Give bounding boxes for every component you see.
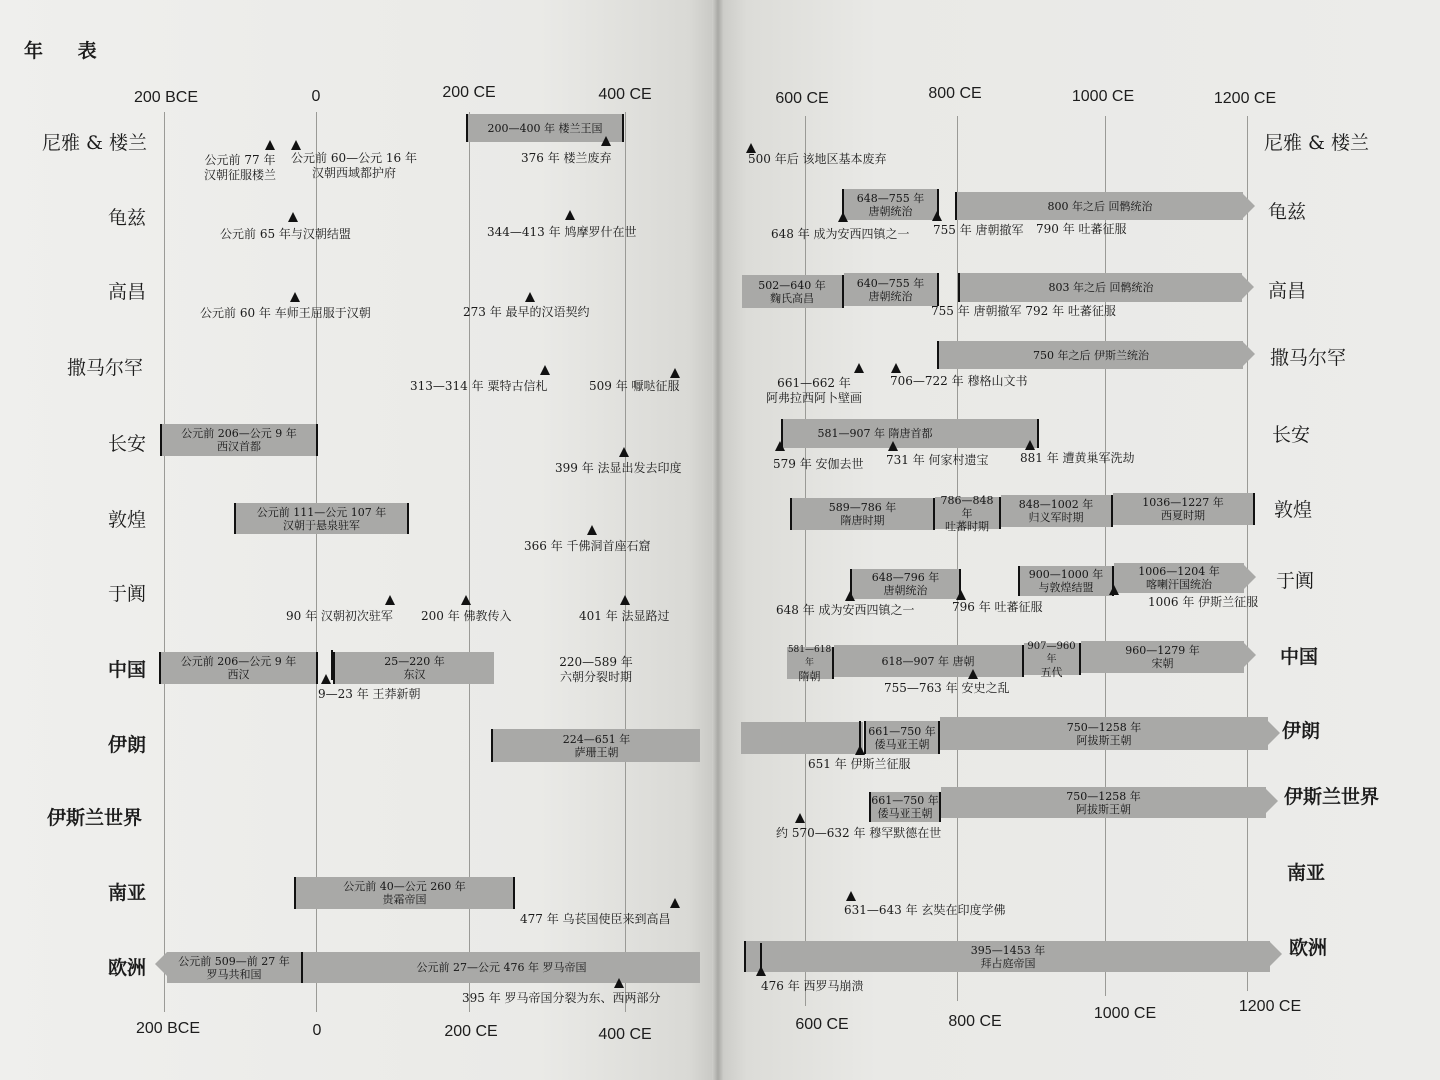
event-label: 399 年 法显出发去印度 <box>555 461 682 475</box>
event-marker <box>290 292 300 302</box>
bar-label: 750—1258 年 <box>1066 720 1142 734</box>
event-label: 579 年 安伽去世 <box>773 457 864 471</box>
bar-arrow-right <box>1268 721 1280 745</box>
bar-label: 唐朝统治 <box>868 204 913 218</box>
bar-label: 848—1002 年 <box>1018 498 1094 511</box>
event-marker <box>845 591 855 601</box>
event-marker <box>956 590 966 600</box>
axis-top-200bce: 200 BCE <box>133 89 199 106</box>
bar-label: 倭马亚王朝 <box>874 737 930 751</box>
axis-top-1200ce: 1200 CE <box>1213 90 1277 107</box>
event-label: 200 年 佛教传入 <box>421 609 512 623</box>
event-marker <box>1025 440 1035 450</box>
bar-label: 公元前 27—公元 476 年 罗马帝国 <box>416 961 587 974</box>
bar-roman-republic <box>167 952 303 983</box>
region-label-yutian-right: 于阗 <box>1276 570 1315 592</box>
event-marker <box>795 813 805 823</box>
bar-islamic-rule-samarkand <box>937 341 1243 369</box>
axis-top-0: 0 <box>311 88 321 105</box>
event-marker <box>670 898 680 908</box>
bar-label: 648—796 年 <box>871 571 940 584</box>
bar-label: 阿拔斯王朝 <box>1076 733 1132 747</box>
event-label: 公元前 65 年与汉朝结盟 <box>220 227 351 241</box>
event-label: 366 年 千佛洞首座石窟 <box>524 539 651 553</box>
bar-eastern-han <box>333 652 494 684</box>
bar-arrow-right <box>1266 789 1278 813</box>
bar-five-dynasties <box>1024 640 1081 679</box>
bar-label: 吐蕃时期 <box>945 519 989 533</box>
event-marker <box>670 368 680 378</box>
event-label: 395 年 罗马帝国分裂为东、西两部分 <box>462 991 661 1005</box>
bar-uyghur-rule-qiuci <box>955 192 1243 220</box>
region-label-islamic-world: 伊斯兰世界 <box>47 807 143 829</box>
event-marker <box>385 595 395 605</box>
event-label: 公元前 60 年 车师王屈服于汉朝 <box>200 306 371 320</box>
bar-label: 西汉 <box>227 668 250 681</box>
bar-label: 公元前 40—公元 260 年 <box>343 880 466 893</box>
axis-top-800ce: 800 CE <box>928 85 982 102</box>
bar-han-xuanquan-garrison <box>234 503 409 534</box>
axis-bottom-1200ce: 1200 CE <box>1238 998 1302 1015</box>
bar-uyghur-rule-gaochang <box>958 273 1242 302</box>
bar-label: 公元前 111—公元 107 年 <box>256 505 387 519</box>
event-marker <box>888 441 898 451</box>
region-label-niya-loulan-right: 尼雅 & 楼兰 <box>1264 132 1369 154</box>
bar-label: 公元前 206—公元 9 年 <box>180 655 297 668</box>
bar-arrow-right <box>1243 194 1255 218</box>
event-label: 公元前 77 年 汉朝征服楼兰 <box>203 153 277 182</box>
bar-sasanian-empire <box>491 729 700 762</box>
axis-top-600ce: 600 CE <box>775 90 829 107</box>
region-label-samarkand-right: 撒马尔罕 <box>1270 347 1347 369</box>
bar-dunhuang-alliance <box>1018 566 1114 596</box>
event-marker <box>846 891 856 901</box>
bar-label: 618—907 年 唐朝 <box>881 654 975 668</box>
bar-label: 25—220 年 <box>384 655 445 668</box>
bar-arrow-left <box>155 952 167 976</box>
bar-label: 西夏时期 <box>1161 509 1205 522</box>
axis-bottom-400ce: 400 CE <box>598 1026 652 1043</box>
event-marker <box>932 211 942 221</box>
event-marker <box>321 674 331 684</box>
bar-label: 五代 <box>1040 665 1063 679</box>
event-marker <box>265 140 275 150</box>
region-label-gaochang: 高昌 <box>108 281 147 303</box>
bar-label: 宋朝 <box>1151 657 1174 670</box>
event-label: 90 年 汉朝初次驻军 <box>286 609 393 623</box>
event-label: 790 年 吐蕃征服 <box>1036 222 1127 236</box>
event-label: 796 年 吐蕃征服 <box>952 600 1043 614</box>
bar-arrow-right <box>1244 565 1256 589</box>
bar-label: 倭马亚王朝 <box>877 807 933 820</box>
region-label-yutian: 于阗 <box>108 583 147 605</box>
bar-roman-empire <box>303 952 700 983</box>
bar-arrow-right <box>1270 942 1282 966</box>
region-label-islamic-world-right: 伊斯兰世界 <box>1284 786 1380 808</box>
bar-label: 581—907 年 隋唐首都 <box>817 427 933 440</box>
bar-tang-rule-yutian <box>850 569 961 599</box>
event-label: 9—23 年 王莽新朝 <box>318 687 421 701</box>
event-label: 731 年 何家村遗宝 <box>886 453 989 467</box>
bar-tang-rule-gaochang <box>844 273 939 306</box>
bar-label: 汉朝于悬泉驻军 <box>283 518 360 532</box>
axis-top-1000ce: 1000 CE <box>1071 88 1135 105</box>
region-label-gaochang-right: 高昌 <box>1268 280 1307 302</box>
axis-bottom-1000ce: 1000 CE <box>1093 1005 1157 1022</box>
axis-bottom-600ce: 600 CE <box>795 1016 849 1033</box>
event-marker <box>614 978 624 988</box>
event-label: 476 年 西罗马崩溃 <box>761 979 864 993</box>
bar-label: 贵霜帝国 <box>382 893 427 906</box>
bar-umayyad-iran <box>864 721 940 754</box>
page-title: 年 表 <box>24 40 111 62</box>
region-label-dunhuang: 敦煌 <box>108 509 147 531</box>
event-marker <box>1109 585 1119 595</box>
event-label: 881 年 遭黄巢军洗劫 <box>1020 451 1135 465</box>
event-marker <box>838 212 848 222</box>
event-label: 401 年 法显路过 <box>579 609 670 623</box>
event-label: 631—643 年 玄奘在印度学佛 <box>844 903 1006 917</box>
event-label: 273 年 最早的汉语契约 <box>463 305 590 319</box>
event-label: 376 年 楼兰废弃 <box>521 151 612 165</box>
bar-label: 与敦煌结盟 <box>1038 581 1094 594</box>
bar-label: 公元前 206—公元 9 年 <box>181 427 297 440</box>
bar-label: 395—1453 年 <box>970 943 1046 957</box>
bar-tang-dynasty <box>834 645 1024 677</box>
event-label: 755 年 唐朝撤军 792 年 吐蕃征服 <box>931 304 1116 318</box>
bar-label: 拜占庭帝国 <box>980 956 1036 970</box>
region-label-qiuci: 龟兹 <box>108 207 147 229</box>
event-label: 648 年 成为安西四镇之一 <box>776 603 915 617</box>
bar-western-han-capital <box>160 424 318 456</box>
event-label: 500 年后 该地区基本废弃 <box>748 152 887 166</box>
region-label-iran-right: 伊朗 <box>1282 720 1321 742</box>
event-marker <box>601 136 611 146</box>
event-label: 755—763 年 安史之乱 <box>884 681 1010 695</box>
bar-label: 502—640 年 <box>758 278 826 292</box>
bar-label: 960—1279 年 <box>1125 644 1200 657</box>
event-label: 313—314 年 粟特古信札 <box>410 379 548 393</box>
bar-western-han <box>159 652 318 684</box>
region-label-china: 中国 <box>108 659 147 681</box>
book-gutter <box>712 0 724 1080</box>
event-label: 约 570—632 年 穆罕默德在世 <box>776 826 942 840</box>
bar-label: 640—755 年 <box>856 276 925 290</box>
bar-sui-tang-capital <box>781 419 1039 448</box>
bar-label: 1036—1227 年 <box>1142 496 1224 509</box>
bar-karakhanid-rule <box>1114 563 1244 593</box>
bar-label: 648—755 年 <box>856 191 925 205</box>
event-label: 648 年 成为安西四镇之一 <box>771 227 910 241</box>
event-marker <box>288 212 298 222</box>
bar-label: 750 年之后 伊斯兰统治 <box>1033 348 1149 362</box>
bar-label: 归义军时期 <box>1028 511 1084 524</box>
bar-label: 661—750 年 <box>871 794 939 807</box>
bar-label: 900—1000 年 <box>1028 568 1104 581</box>
region-label-samarkand: 撒马尔罕 <box>67 357 144 379</box>
bar-label: 唐朝统治 <box>868 289 913 303</box>
bar-abbasid-islamic-world <box>941 787 1266 818</box>
region-label-dunhuang-right: 敦煌 <box>1274 499 1313 521</box>
bar-label: 803 年之后 回鹘统治 <box>1048 281 1154 294</box>
bar-label: 隋唐时期 <box>840 514 885 527</box>
event-marker <box>587 525 597 535</box>
bar-tibetan-period <box>935 493 1001 533</box>
event-marker <box>620 595 630 605</box>
region-label-changan-right: 长安 <box>1272 424 1311 446</box>
axis-bottom-200ce: 200 CE <box>444 1023 498 1040</box>
event-label: 706—722 年 穆格山文书 <box>890 374 1028 388</box>
bar-label: 阿拔斯王朝 <box>1076 802 1131 816</box>
region-label-qiuci-right: 龟兹 <box>1268 201 1307 223</box>
bar-label: 786—848 年 <box>940 493 994 520</box>
event-label: 1006 年 伊斯兰征服 <box>1148 595 1259 609</box>
event-marker <box>775 441 785 451</box>
bar-arrow-right <box>1244 643 1256 667</box>
region-label-china-right: 中国 <box>1280 646 1319 668</box>
region-label-changan: 长安 <box>108 433 147 455</box>
event-marker <box>855 745 865 755</box>
event-marker <box>540 365 550 375</box>
region-label-europe-right: 欧洲 <box>1289 937 1328 959</box>
bar-kushan-empire <box>294 877 515 909</box>
bar-label: 589—786 年 <box>828 501 897 514</box>
axis-bottom-200bce: 200 BCE <box>135 1020 201 1037</box>
gridline-1200ce <box>1247 116 1248 991</box>
bar-label: 隋朝 <box>798 669 821 683</box>
event-label: 755 年 唐朝撤军 <box>933 223 1024 237</box>
gridline-200bce <box>164 112 165 1012</box>
region-label-south-asia-right: 南亚 <box>1287 862 1326 884</box>
region-label-niya-loulan: 尼雅 & 楼兰 <box>42 132 147 154</box>
bar-byzantine-empire <box>744 941 1270 972</box>
event-label: 477 年 乌苌国使臣来到高昌 <box>520 912 671 926</box>
event-label: 344—413 年 鸠摩罗什在世 <box>487 225 637 239</box>
bar-label: 581—618 年 <box>787 644 832 668</box>
event-marker <box>619 447 629 457</box>
bar-western-xia-period <box>1113 493 1255 525</box>
axis-top-200ce: 200 CE <box>442 84 496 101</box>
bar-sui-dynasty <box>787 644 834 683</box>
axis-bottom-800ce: 800 CE <box>948 1013 1002 1030</box>
axis-top-400ce: 400 CE <box>598 86 652 103</box>
axis-bottom-0: 0 <box>312 1022 322 1039</box>
bar-label: 224—651 年 <box>562 732 631 746</box>
event-marker <box>525 292 535 302</box>
event-label: 220—589 年 六朝分裂时期 <box>559 655 633 684</box>
event-marker <box>968 669 978 679</box>
bar-label: 麴氏高昌 <box>770 291 814 305</box>
gridline-400ce <box>625 112 626 1012</box>
bar-label: 西汉首都 <box>217 440 261 453</box>
event-marker <box>891 363 901 373</box>
bar-sui-tang-period <box>790 498 935 530</box>
bar-sasanian-continuation <box>741 722 863 754</box>
bar-label: 1006—1204 年 <box>1138 565 1220 578</box>
bar-label: 东汉 <box>403 668 426 681</box>
event-marker <box>756 966 766 976</box>
event-marker <box>565 210 575 220</box>
gridline-600ce <box>805 116 806 1006</box>
event-label: 651 年 伊斯兰征服 <box>808 757 911 771</box>
bar-label: 907—960 年 <box>1027 640 1076 665</box>
region-label-iran: 伊朗 <box>108 734 147 756</box>
bar-umayyad-islamic-world <box>869 792 941 822</box>
bar-song-dynasty <box>1081 641 1244 673</box>
bar-label: 萨珊王朝 <box>574 745 619 759</box>
bar-label: 800 年之后 回鹘统治 <box>1047 199 1153 213</box>
bar-tang-rule-qiuci <box>842 189 939 220</box>
bar-label: 200—400 年 楼兰王国 <box>487 121 603 135</box>
bar-arrow-right <box>1243 342 1255 366</box>
event-marker <box>461 595 471 605</box>
bar-label: 喀喇汗国统治 <box>1146 578 1212 591</box>
bar-guiyijun-period <box>1001 495 1113 527</box>
event-marker <box>291 140 301 150</box>
bar-label: 唐朝统治 <box>883 584 928 597</box>
region-label-south-asia: 南亚 <box>108 882 147 904</box>
gridline-1000ce <box>1105 116 1106 996</box>
bar-label: 公元前 509—前 27 年 <box>178 954 290 968</box>
event-marker <box>854 363 864 373</box>
bar-label: 罗马共和国 <box>206 967 262 981</box>
bar-label: 750—1258 年 <box>1066 789 1141 803</box>
gridline-800ce <box>957 116 958 1001</box>
event-label: 661—662 年 阿弗拉西阿卜壁画 <box>765 376 863 405</box>
bar-arrow-right <box>1242 275 1254 299</box>
bar-qu-gaochang <box>742 275 844 308</box>
bar-label: 661—750 年 <box>868 724 936 738</box>
event-label: 509 年 嚈哒征服 <box>589 379 680 393</box>
bar-abbasid-iran <box>940 717 1268 750</box>
event-label: 公元前 60—公元 16 年 汉朝西域都护府 <box>291 151 417 180</box>
region-label-europe: 欧洲 <box>108 957 147 979</box>
